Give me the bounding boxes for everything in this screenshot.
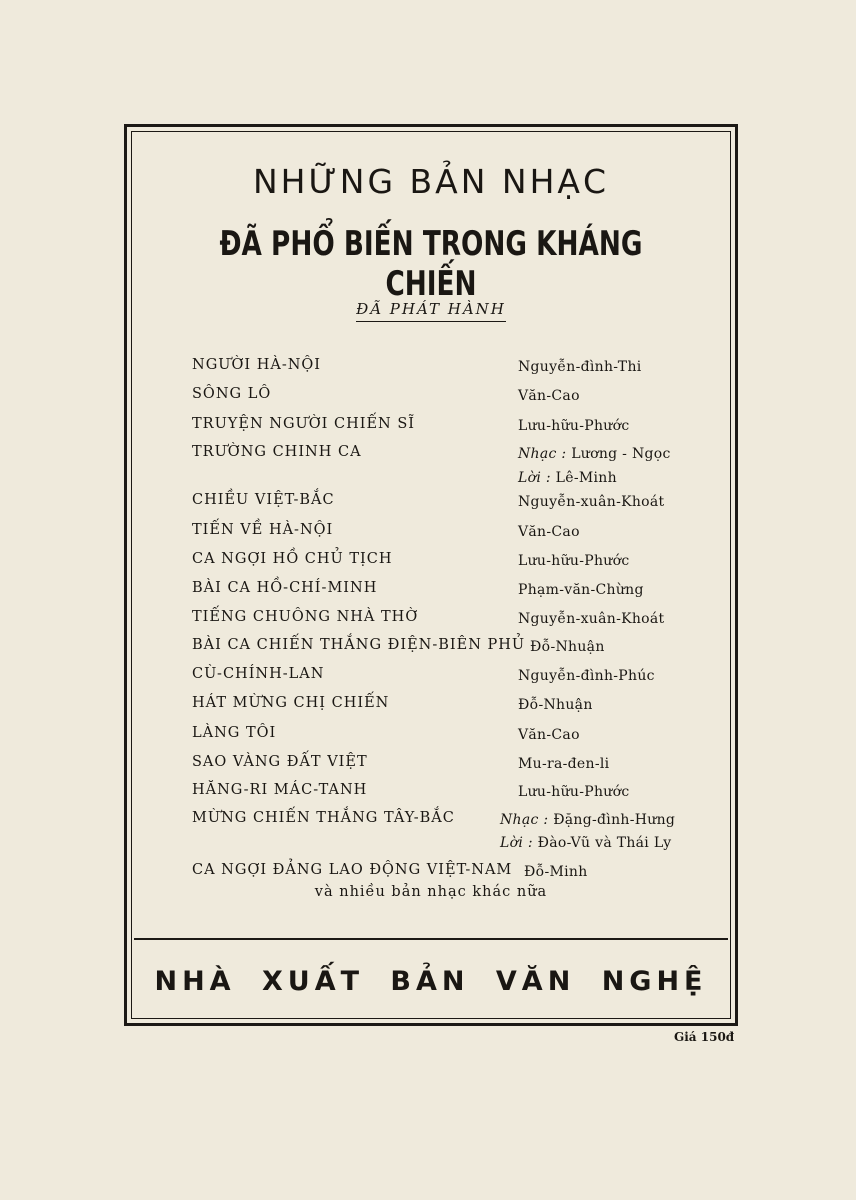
music-author: Đặng-đình-Hưng xyxy=(553,812,676,828)
song-title: CA NGỢI HỒ CHỦ TỊCH xyxy=(192,551,393,567)
song-author: Phạm-văn-Chừng xyxy=(518,582,644,598)
song-author: Nguyễn-xuân-Khoát xyxy=(518,494,665,510)
publisher-name: NHÀ XUẤT BẢN VĂN NGHỆ xyxy=(154,966,708,997)
song-author: Đỗ-Nhuận xyxy=(518,697,593,713)
subtitle-text: ĐÃ PHÁT HÀNH xyxy=(356,300,506,322)
song-author: Văn-Cao xyxy=(518,524,580,540)
song-lyrics-credit xyxy=(500,835,671,851)
lyrics-label: Lời : xyxy=(500,835,533,851)
song-title: CÙ-CHÍNH-LAN xyxy=(192,666,325,682)
song-title: TIẾNG CHUÔNG NHÀ THỜ xyxy=(192,609,419,625)
lyrics-label: Lời : xyxy=(518,470,551,486)
song-author: Văn-Cao xyxy=(518,727,580,743)
heading-line-2: ĐÃ PHỔ BIẾN TRONG KHÁNG CHIẾN xyxy=(219,224,643,304)
song-title: LÀNG TÔI xyxy=(192,725,277,741)
song-author: Lưu-hữu-Phước xyxy=(518,553,630,569)
song-title: CA NGỢI ĐẢNG LAO ĐỘNG VIỆT-NAM xyxy=(192,862,513,878)
song-author: Lưu-hữu-Phước xyxy=(518,784,630,800)
song-author: Nguyễn-đình-Phúc xyxy=(518,668,655,684)
subtitle xyxy=(132,300,730,318)
more-songs-note: và nhiều bản nhạc khác nữa xyxy=(314,884,548,900)
song-author: Văn-Cao xyxy=(518,388,580,404)
music-label: Nhạc : xyxy=(500,812,549,828)
heading-line-1: NHỮNG BẢN NHẠC xyxy=(252,162,610,201)
song-title: HÁT MỪNG CHỊ CHIẾN xyxy=(192,695,390,711)
song-title: BÀI CA HỒ-CHÍ-MINH xyxy=(192,580,378,596)
lyrics-author: Lê-Minh xyxy=(555,470,617,486)
song-author: Mu-ra-đen-li xyxy=(518,756,610,772)
song-title: CHIỀU VIỆT-BẮC xyxy=(192,492,335,508)
song-title: BÀI CA CHIẾN THẮNG ĐIỆN-BIÊN PHỦ xyxy=(192,637,526,653)
lyrics-author: Đào-Vũ và Thái Ly xyxy=(537,835,672,851)
song-author: Đỗ-Minh xyxy=(524,864,588,880)
song-music-credit xyxy=(500,812,675,828)
song-title: TRƯỜNG CHINH CA xyxy=(192,444,362,460)
song-title: TIẾN VỀ HÀ-NỘI xyxy=(192,522,334,538)
inner-border xyxy=(131,131,731,1019)
song-title: SAO VÀNG ĐẤT VIỆT xyxy=(192,754,368,770)
border-frame xyxy=(124,124,738,1026)
song-author: Lưu-hữu-Phước xyxy=(518,418,630,434)
song-lyrics-credit xyxy=(518,470,617,486)
music-label: Nhạc : xyxy=(518,446,567,462)
song-title: TRUYỆN NGƯỜI CHIẾN SĨ xyxy=(192,416,415,432)
price-label: Giá 150đ xyxy=(674,1030,735,1044)
song-title: HĂNG-RI MÁC-TANH xyxy=(192,782,368,798)
song-title: NGƯỜI HÀ-NỘI xyxy=(192,357,322,373)
song-author: Đỗ-Nhuận xyxy=(530,639,605,655)
song-author: Nguyễn-đình-Thi xyxy=(518,359,642,375)
divider xyxy=(134,938,728,940)
song-title: SÔNG LÔ xyxy=(192,386,272,402)
song-author: Nguyễn-xuân-Khoát xyxy=(518,611,665,627)
song-title: MỪNG CHIẾN THẮNG TÂY-BẮC xyxy=(192,810,455,826)
song-music-credit xyxy=(518,446,671,462)
music-author: Lương - Ngọc xyxy=(571,446,671,462)
